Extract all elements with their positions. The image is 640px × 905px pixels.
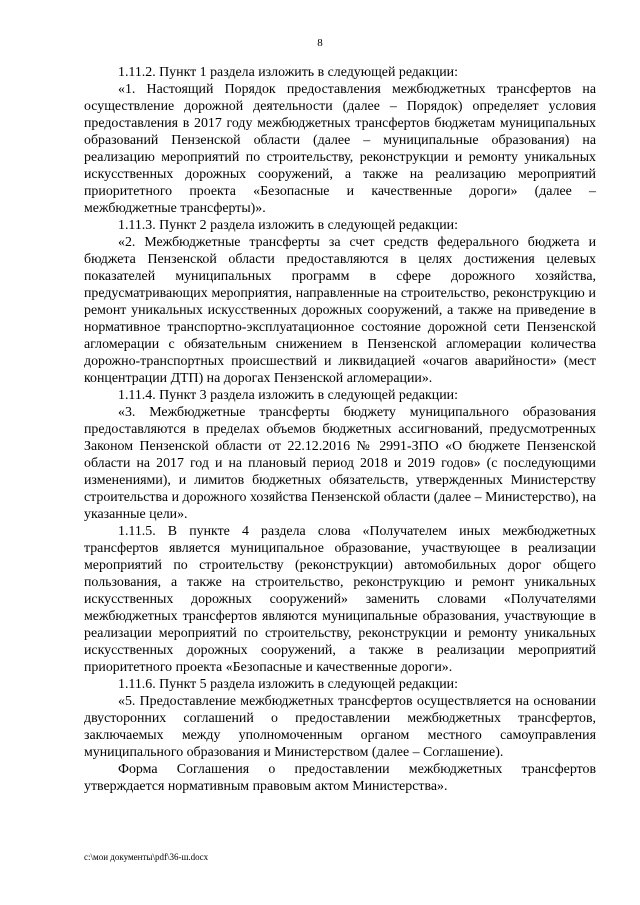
- paragraph-agreement-form: Форма Соглашения о предоставлении межбюджетных трансфертов утверждается нормативным правовым актом Министерства».: [84, 762, 596, 794]
- paragraph-1-11-6: 1.11.6. Пункт 5 раздела изложить в следующей редакции:: [118, 677, 458, 692]
- paragraph-1-11-3: 1.11.3. Пункт 2 раздела изложить в следующей редакции:: [118, 218, 458, 233]
- paragraph-clause-1: «1. Настоящий Порядок предоставления межбюджетных трансфертов на осуществление дорожной деятельности (далее – Порядок) определяет условия предоставления в 2017 году межбюджетных трансфертов бюджетам муниципальных образований Пензенской области (далее – муниципальные образования) на реализацию мероприятий по строительству, реконструкции и ремонту уникальных искусственных дорожных сооружений, а также на реализацию мероприятий приоритетного проекта «Безопасные и качественные дороги» (далее – межбюджетные трансферты)».: [84, 82, 596, 216]
- paragraph-clause-5: «5. Предоставление межбюджетных трансфертов осуществляется на основании двусторонних соглашений о предоставлении межбюджетных трансфертов, заключаемых между уполномоченным органом местного самоуправления муниципального образования и Министерством (далее – Соглашение).: [84, 694, 596, 760]
- paragraph-1-11-5: 1.11.5. В пункте 4 раздела слова «Получателем иных межбюджетных трансфертов является муниципальное образование, участвующее в реализации мероприятий по строительству (реконструкции) автомобильных дорог общего пользования, а также на строительство, реконструкцию и ремонт уникальных искусственных дорожных сооружений» заменить словами «Получателями межбюджетных трансфертов являются муниципальные образования, участвующие в реализации мероприятий по строительству, реконструкции и ремонту уникальных искусственных дорожных сооружений, а также в реализации мероприятий приоритетного проекта «Безопасные и качественные дороги».: [84, 524, 596, 675]
- paragraph-clause-2: «2. Межбюджетные трансферты за счет средств федерального бюджета и бюджета Пензенской области предоставляются в целях достижения целевых показателей муниципальных программ в сфере дорожного хозяйства, предусматривающих мероприятия, направленные на строительство, реконструкцию и ремонт уникальных искусственных дорожных сооружений, а также на приведение в нормативное транспортно-эксплуатационное состояние дорожной сети Пензенской агломерации с обязательным снижением в Пензенской агломерации количества дорожно-транспортных происшествий и ликвидацией «очагов аварийности» (мест концентрации ДТП) на дорогах Пензенской агломерации».: [84, 235, 596, 386]
- paragraph-1-11-2: 1.11.2. Пункт 1 раздела изложить в следующей редакции:: [118, 65, 458, 80]
- page-number: 8: [317, 37, 323, 49]
- paragraph-clause-3: «3. Межбюджетные трансферты бюджету муниципального образования предоставляются в пределах объемов бюджетных ассигнований, предусмотренных Законом Пензенской области от 22.12.2016 № 2991-ЗПО «О бюджете Пензенской области на 2017 год и на плановый период 2018 и 2019 годов» (с последующими изменениями), и лимитов бюджетных обязательств, утвержденных Министерству строительства и дорожного хозяйства Пензенской области (далее – Министерство), на указанные цели».: [84, 405, 596, 522]
- paragraph-1-11-4: 1.11.4. Пункт 3 раздела изложить в следующей редакции:: [118, 388, 458, 403]
- footer-file-path: c:\мои документы\pdf\36-ш.docx: [84, 852, 209, 862]
- document-body: [84, 64, 596, 795]
